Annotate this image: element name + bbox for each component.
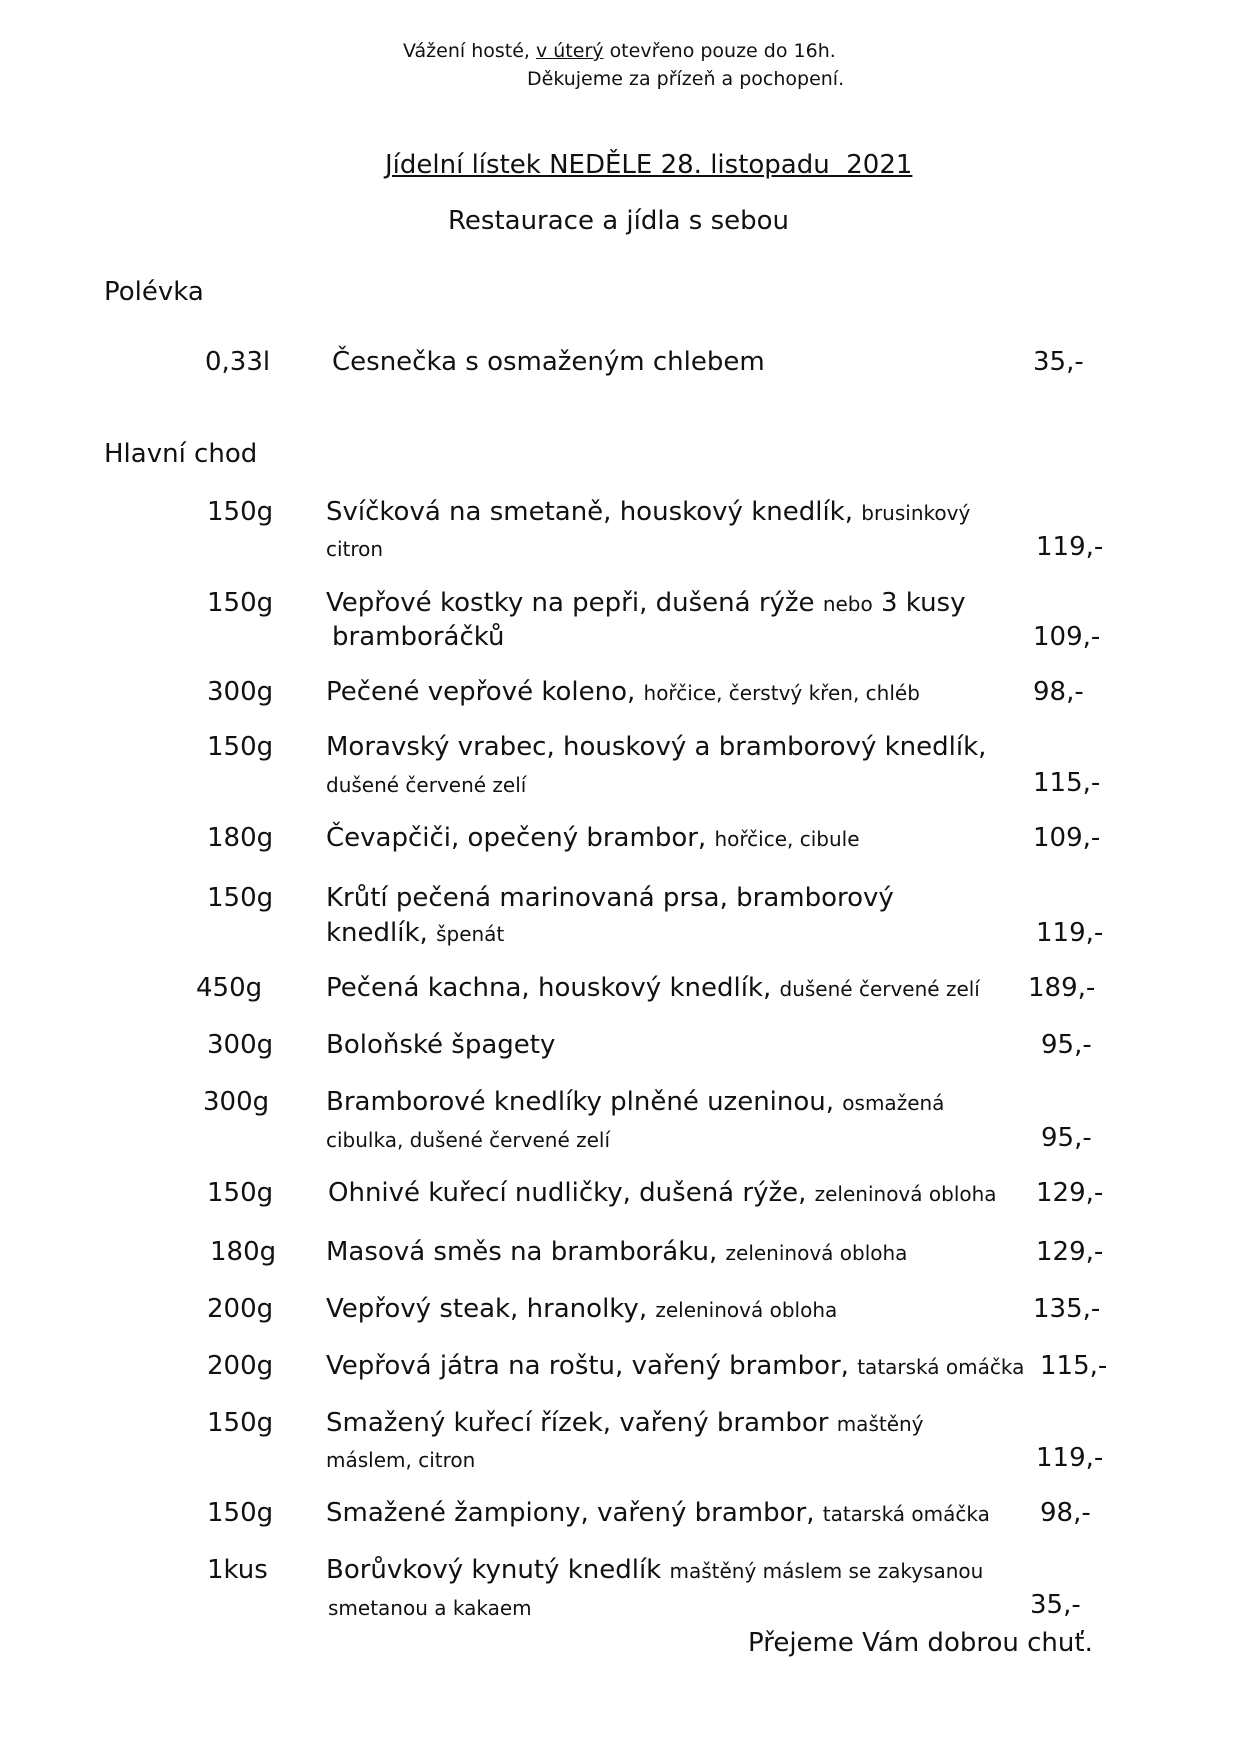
item-dish (326, 588, 965, 618)
item-dish (326, 973, 980, 1003)
item-price: 98,- (1040, 1498, 1091, 1528)
item-quantity: 150g (207, 732, 274, 762)
item-main-text-line-2: bramboráčků (332, 622, 505, 652)
item-side-text: maštěný máslem se zakysanou (669, 1559, 984, 1583)
item-quantity: 150g (207, 1178, 274, 1208)
item-dish (326, 883, 894, 913)
item-quantity: 200g (207, 1294, 274, 1324)
item-quantity: 150g (207, 588, 274, 618)
item-main-text: Moravský vrabec, houskový a bramborový knedlík, (326, 732, 987, 762)
item-side-text-line-2: cibulka, dušené červené zelí (326, 1128, 611, 1152)
item-main-text: Boloňské špagety (326, 1030, 556, 1060)
item-price: 189,- (1028, 973, 1096, 1003)
item-side-text: zeleninová obloha (814, 1182, 997, 1206)
item-side-text: brusinkový (861, 501, 971, 525)
item-side-text: osmažená (842, 1091, 945, 1115)
item-quantity: 150g (207, 883, 274, 913)
item-dish (326, 1498, 990, 1528)
item-quantity: 300g (207, 1030, 274, 1060)
item-quantity: 450g (196, 973, 263, 1003)
item-dish (326, 1087, 944, 1117)
soup-price: 35,- (1033, 347, 1084, 377)
item-main-text: Čevapčiči, opečený brambor, (326, 823, 707, 853)
item-price: 129,- (1036, 1237, 1104, 1267)
item-main-text: Bramborové knedlíky plněné uzeninou, (326, 1087, 835, 1117)
item-quantity: 180g (210, 1237, 277, 1267)
item-main-text: Masová směs na bramboráku, (326, 1237, 718, 1267)
item-quantity: 300g (203, 1087, 270, 1117)
item-quantity: 150g (207, 1498, 274, 1528)
item-side-text: zeleninová obloha (725, 1241, 908, 1265)
item-main-text: Pečené vepřové koleno, (326, 677, 636, 707)
notice-line-2: Děkujeme za přízeň a pochopení. (527, 68, 845, 90)
item-main-text-2: 3 kusy (881, 588, 966, 618)
item-side-text-line-2: citron (326, 537, 384, 561)
notice-text-pre: Vážení hosté, (403, 40, 530, 62)
item-main-text: Smažený kuřecí řízek, vařený brambor (326, 1408, 829, 1438)
item-side-text: dušené červené zelí (779, 977, 980, 1001)
item-side-text-line-2: smetanou a kakaem (328, 1596, 532, 1620)
item-dish (326, 677, 920, 707)
item-price: 129,- (1036, 1178, 1104, 1208)
item-side-text-line-2: špenát (436, 922, 505, 946)
menu-subtitle: Restaurace a jídla s sebou (448, 206, 790, 236)
item-price: 95,- (1041, 1030, 1092, 1060)
item-side-text: hořčice, čerstvý křen, chléb (643, 681, 920, 705)
item-price: 119,- (1036, 1443, 1104, 1473)
item-price: 109,- (1033, 622, 1101, 652)
item-main-text: Vepřový steak, hranolky, (326, 1294, 648, 1324)
item-dish (326, 1294, 837, 1324)
item-side-text: nebo (822, 592, 873, 616)
item-dish (326, 1351, 1024, 1381)
item-side-text: tatarská omáčka (857, 1355, 1025, 1379)
item-main-text: Pečená kachna, houskový knedlík, (326, 973, 772, 1003)
item-dish (326, 732, 986, 762)
soup-dish: Česnečka s osmaženým chlebem (332, 347, 765, 377)
item-side-text: tatarská omáčka (822, 1502, 990, 1526)
item-quantity: 150g (207, 1408, 274, 1438)
item-main-text: Vepřová játra na roštu, vařený brambor, (326, 1351, 849, 1381)
item-dish (326, 497, 970, 527)
item-dish (326, 1555, 983, 1585)
item-price: 109,- (1033, 823, 1101, 853)
section-heading-soup: Polévka (104, 277, 204, 307)
item-quantity: 150g (207, 497, 274, 527)
item-quantity: 1kus (207, 1555, 268, 1585)
item-main-text: Svíčková na smetaně, houskový knedlík, (326, 497, 853, 527)
item-price: 115,- (1040, 1351, 1108, 1381)
item-main-text-line-2: knedlík, (326, 918, 428, 948)
notice-text-post: otevřeno pouze do 16h. (609, 40, 836, 62)
notice-text-underlined: v úterý (535, 40, 604, 62)
item-price: 135,- (1033, 1294, 1101, 1324)
item-dish (326, 823, 860, 853)
item-quantity: 300g (207, 677, 274, 707)
item-main-text: Krůtí pečená marinovaná prsa, bramborový (326, 883, 894, 913)
item-dish (326, 1237, 907, 1267)
item-price: 35,- (1030, 1590, 1081, 1620)
item-side-text: zeleninová obloha (655, 1298, 838, 1322)
item-price: 119,- (1036, 918, 1104, 948)
item-main-text: Ohnivé kuřecí nudličky, dušená rýže, (328, 1178, 807, 1208)
notice-line-1 (403, 40, 836, 62)
item-main-text: Vepřové kostky na pepři, dušená rýže (326, 588, 815, 618)
item-price: 98,- (1033, 677, 1084, 707)
menu-title: Jídelní lístek NEDĚLE 28. listopadu 2021 (385, 150, 913, 180)
item-side-text-line-2: dušené červené zelí (326, 773, 527, 797)
item-quantity: 200g (207, 1351, 274, 1381)
item-side-text: hořčice, cibule (714, 827, 860, 851)
item-side-text-line-2: máslem, citron (326, 1448, 476, 1472)
item-main-text: Smažené žampiony, vařený brambor, (326, 1498, 815, 1528)
item-dish (326, 1030, 555, 1060)
closing-wish: Přejeme Vám dobrou chuť. (748, 1628, 1093, 1658)
item-dish (326, 1408, 924, 1438)
item-price: 119,- (1036, 532, 1104, 562)
item-price: 95,- (1041, 1123, 1092, 1153)
item-dish-line-2 (326, 918, 504, 948)
item-side-text: maštěný (836, 1412, 924, 1436)
soup-quantity: 0,33l (205, 347, 271, 377)
section-heading-main: Hlavní chod (104, 439, 258, 469)
item-quantity: 180g (207, 823, 274, 853)
item-main-text: Borůvkový kynutý knedlík (326, 1555, 662, 1585)
item-price: 115,- (1033, 768, 1101, 798)
item-dish (328, 1178, 997, 1208)
